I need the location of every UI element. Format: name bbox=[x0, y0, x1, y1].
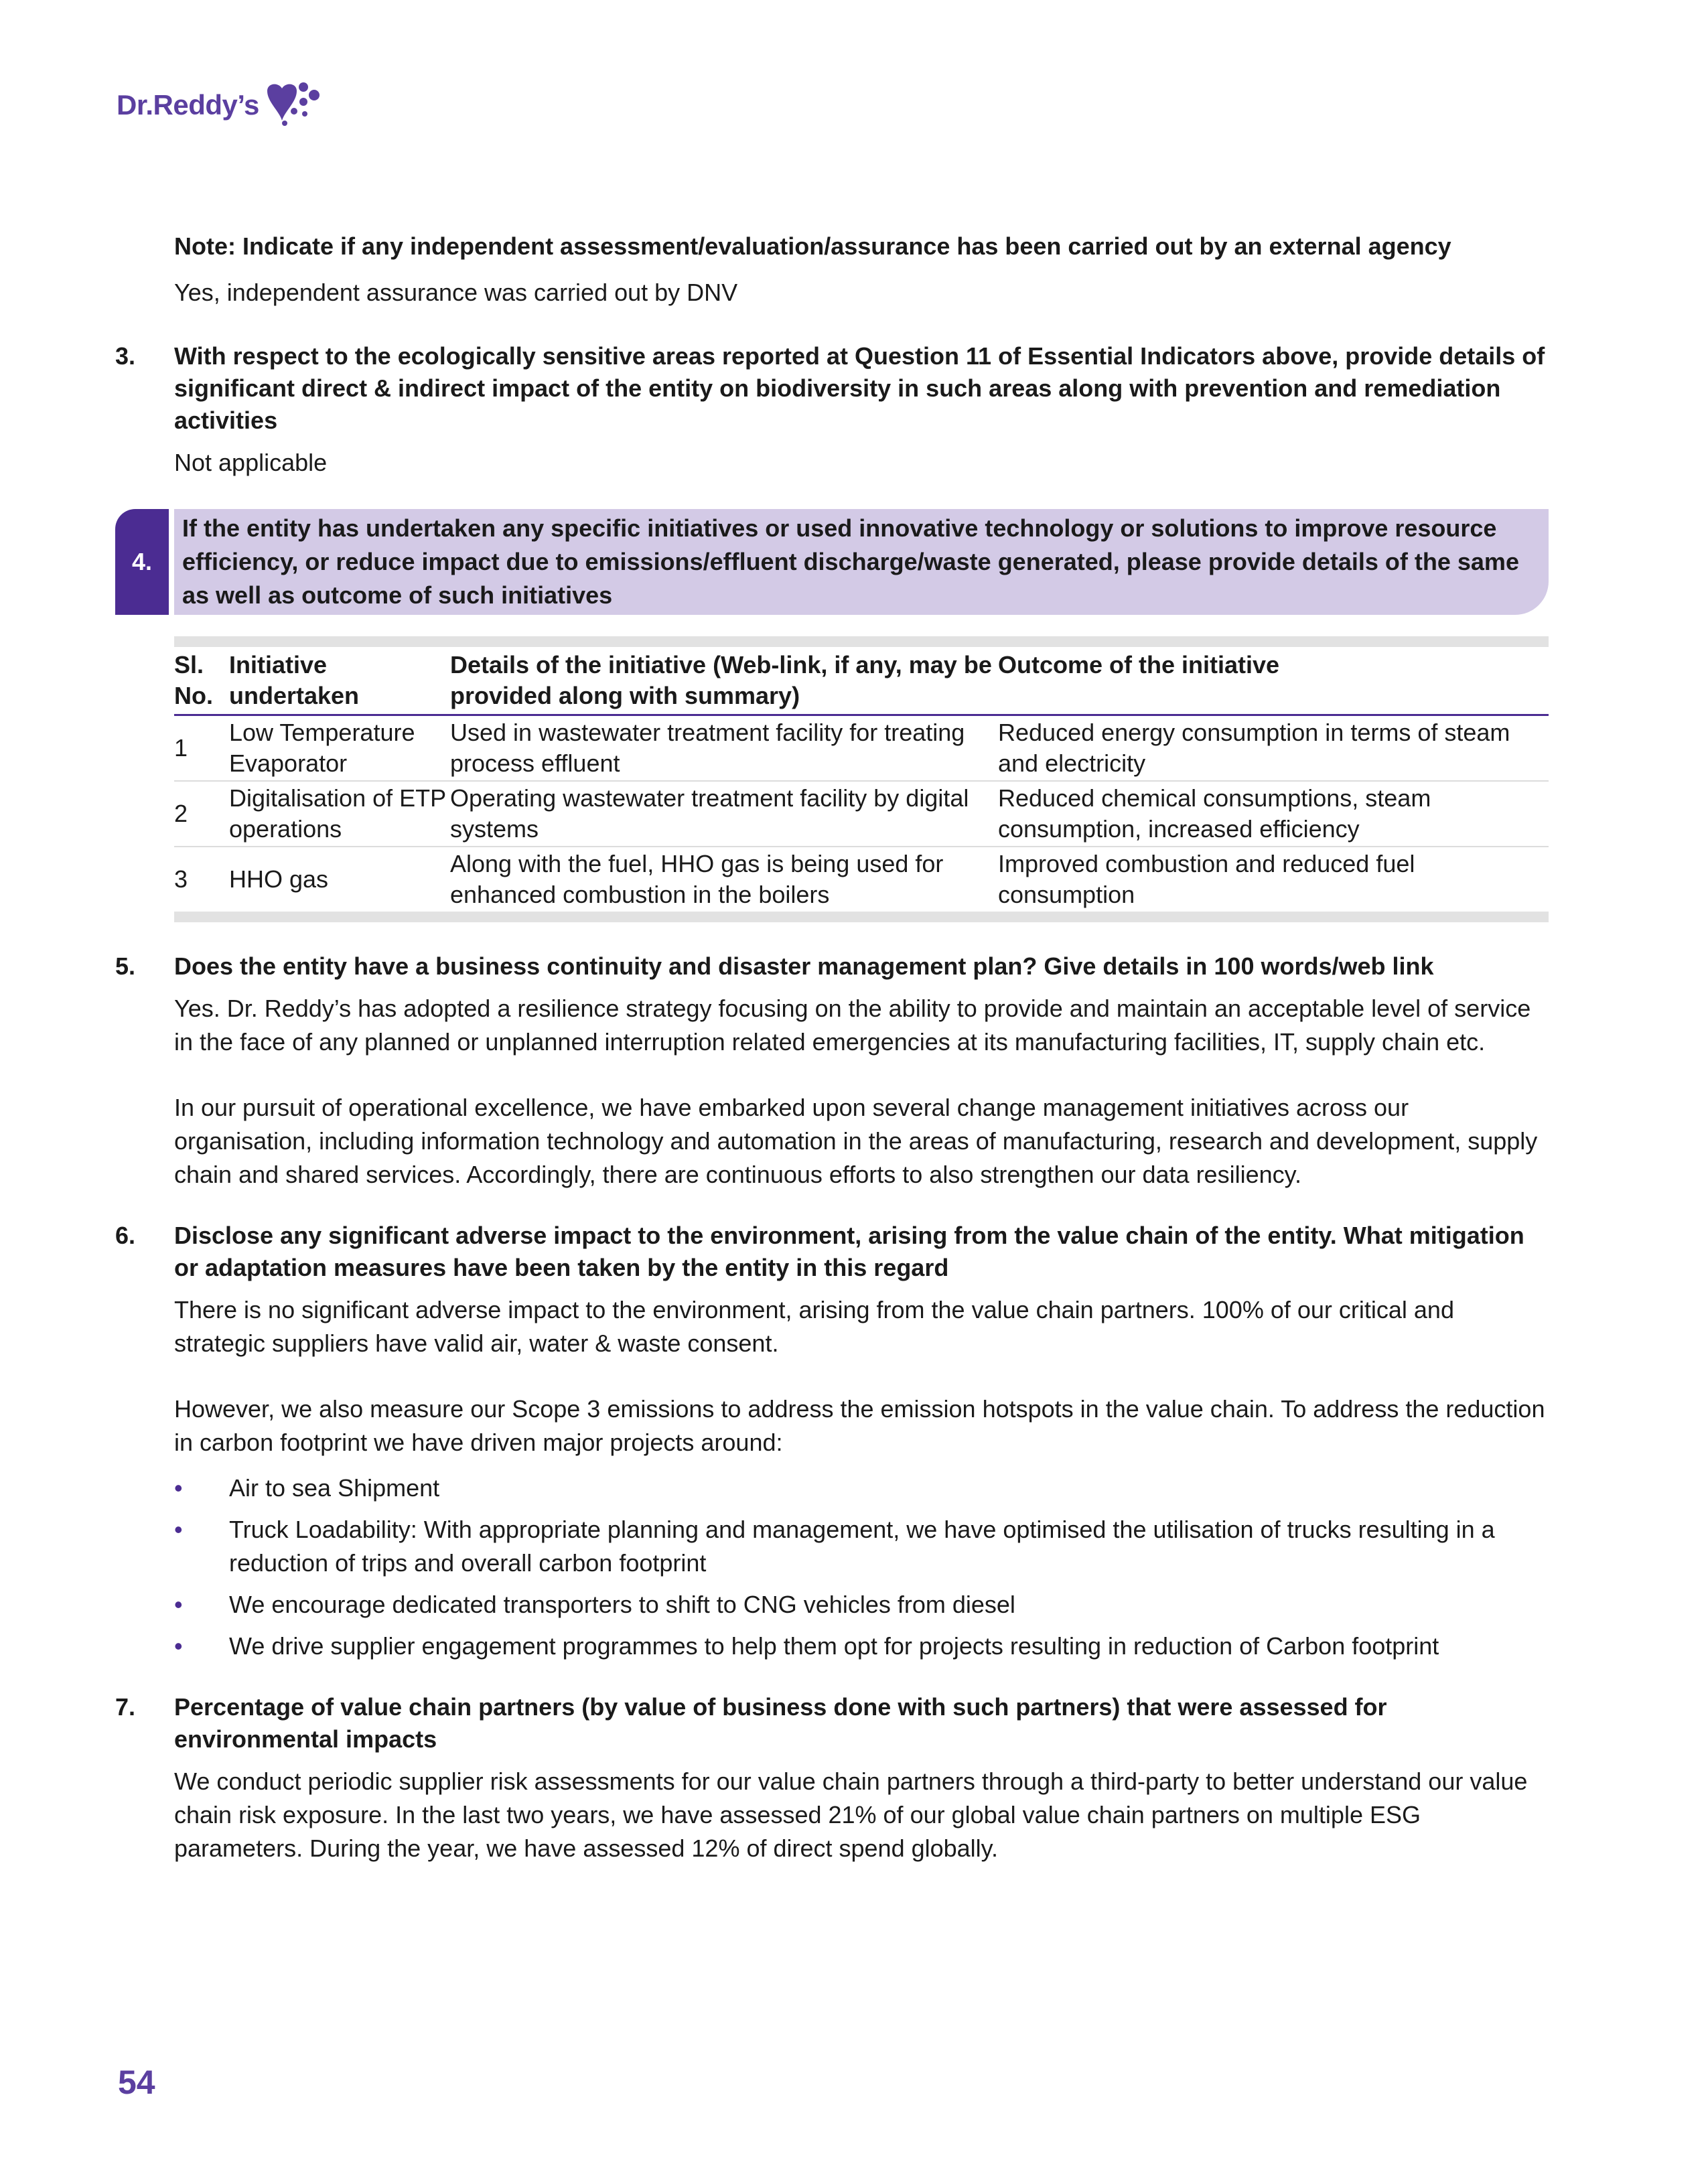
table-top-bar bbox=[174, 636, 1549, 647]
question-number: 3. bbox=[115, 342, 136, 370]
bullet-icon: • bbox=[174, 1474, 183, 1502]
table-row bbox=[174, 715, 1549, 782]
list-item bbox=[174, 1513, 1549, 1580]
col-header-outcome: Outcome of the initiative bbox=[998, 647, 1549, 715]
list-item-text: Air to sea Shipment bbox=[229, 1474, 440, 1502]
table-row bbox=[174, 847, 1549, 912]
cell-outcome: Reduced chemical consumptions, steam consumption, increased efficiency bbox=[998, 781, 1549, 847]
question-title: Disclose any significant adverse impact to the environment, arising from the value chain of the entity. What mitigation or adaptation measures have been taken by the entity in this regard bbox=[174, 1222, 1524, 1281]
cell-sl-no: 1 bbox=[174, 715, 229, 782]
bullet-icon: • bbox=[174, 1591, 183, 1618]
cell-outcome: Improved combustion and reduced fuel consumption bbox=[998, 850, 1415, 908]
question-answer: Not applicable bbox=[174, 449, 328, 476]
question-5 bbox=[115, 950, 1549, 1192]
list-item-text: Truck Loadability: With appropriate planning and management, we have optimised the utilisation of trucks resulting in a reduction of trips and overall carbon footprint bbox=[229, 1516, 1495, 1577]
col-header-sl-no: Sl. No. bbox=[174, 647, 229, 715]
question-number: 4. bbox=[115, 509, 169, 615]
logo-text: Dr.Reddy’s bbox=[117, 89, 259, 121]
list-item-text: We drive supplier engagement programmes to help them opt for projects resulting in reduction of Carbon footprint bbox=[229, 1632, 1439, 1660]
cell-initiative: Digitalisation of ETP operations bbox=[229, 781, 450, 847]
cell-initiative: Low Temperature Evaporator bbox=[229, 715, 450, 782]
question-title: With respect to the ecologically sensitive areas reported at Question 11 of Essential Indicators above, provide details of significant direct & indirect impact of the entity on biodiversity in such areas along with prevention and remediation activities bbox=[174, 342, 1545, 434]
question-title: If the entity has undertaken any specific initiatives or used innovative technology or solutions to improve resource efficiency, or reduce impact due to emissions/effluent discharge/waste generated, please provide details of the same as well as outcome of such initiatives bbox=[174, 509, 1549, 615]
question-answer: We conduct periodic supplier risk assessments for our value chain partners through a third-party to better understand our value chain risk exposure. In the last two years, we have assessed 21% of our global value chain partners on multiple ESG parameters. During the year, we have assessed 12% of direct spend globally. bbox=[174, 1768, 1528, 1862]
cell-sl-no: 2 bbox=[174, 781, 229, 847]
list-item-text: We encourage dedicated transporters to shift to CNG vehicles from diesel bbox=[229, 1591, 1015, 1618]
table-row bbox=[174, 781, 1549, 847]
answer-paragraph: In our pursuit of operational excellence, we have embarked upon several change management initiatives across our organisation, including information technology and automation in the areas of manufacturing, research and development, supply chain and shared services. Accordingly, there are continuous efforts to also strengthen our data resiliency. bbox=[174, 1094, 1538, 1188]
bullet-icon: • bbox=[174, 1632, 183, 1660]
question-4-band bbox=[115, 509, 1549, 615]
bullet-icon: • bbox=[174, 1516, 183, 1543]
logo-mark-icon bbox=[265, 82, 322, 129]
cell-details: Along with the fuel, HHO gas is being used for enhanced combustion in the boilers bbox=[450, 850, 944, 908]
col-header-initiative: Initiative undertaken bbox=[229, 647, 450, 715]
question-number: 5. bbox=[115, 952, 136, 980]
list-item bbox=[174, 1630, 1549, 1663]
cell-details: Operating wastewater treatment facility by digital systems bbox=[450, 781, 998, 847]
question-title: Does the entity have a business continuity and disaster management plan? Give details in 100 words/web link bbox=[174, 952, 1434, 980]
col-header-details: Details of the initiative (Web-link, if any, may be provided along with summary) bbox=[450, 647, 998, 715]
table-header-row bbox=[174, 647, 1549, 715]
question-number: 6. bbox=[115, 1222, 136, 1249]
bullet-list bbox=[174, 1471, 1549, 1663]
page-content bbox=[115, 230, 1549, 1865]
question-3 bbox=[115, 340, 1549, 480]
answer-paragraph: There is no significant adverse impact to the environment, arising from the value chain partners. 100% of our critical and strategic suppliers have valid air, water & waste consent. bbox=[174, 1296, 1454, 1357]
question-title: Percentage of value chain partners (by value of business done with such partners) that were assessed for environmental impacts bbox=[174, 1693, 1387, 1753]
company-logo bbox=[117, 82, 322, 129]
cell-sl-no: 3 bbox=[174, 865, 188, 893]
cell-outcome: Reduced energy consumption in terms of steam and electricity bbox=[998, 715, 1549, 782]
question-number: 7. bbox=[115, 1693, 136, 1721]
page-number: 54 bbox=[118, 2064, 155, 2101]
answer-paragraph: Yes. Dr. Reddy’s has adopted a resilience strategy focusing on the ability to provide and maintain an acceptable level of service in the face of any planned or unplanned interruption related emergencies at its manufacturing facilities, IT, supply chain etc. bbox=[174, 995, 1531, 1056]
note-title: Note: Indicate if any independent assessment/evaluation/assurance has been carried out by an external agency bbox=[174, 232, 1451, 260]
cell-details: Used in wastewater treatment facility for treating process effluent bbox=[450, 715, 998, 782]
note-answer: Yes, independent assurance was carried out by DNV bbox=[174, 279, 738, 306]
cell-initiative: HHO gas bbox=[229, 865, 329, 893]
table-bottom-bar bbox=[174, 912, 1549, 922]
question-7 bbox=[115, 1691, 1549, 1865]
list-item bbox=[174, 1471, 1549, 1505]
initiatives-table bbox=[174, 636, 1549, 922]
list-item bbox=[174, 1588, 1549, 1622]
question-6 bbox=[115, 1220, 1549, 1671]
answer-paragraph: However, we also measure our Scope 3 emissions to address the emission hotspots in the value chain. To address the reduction in carbon footprint we have driven major projects around: bbox=[174, 1395, 1545, 1456]
